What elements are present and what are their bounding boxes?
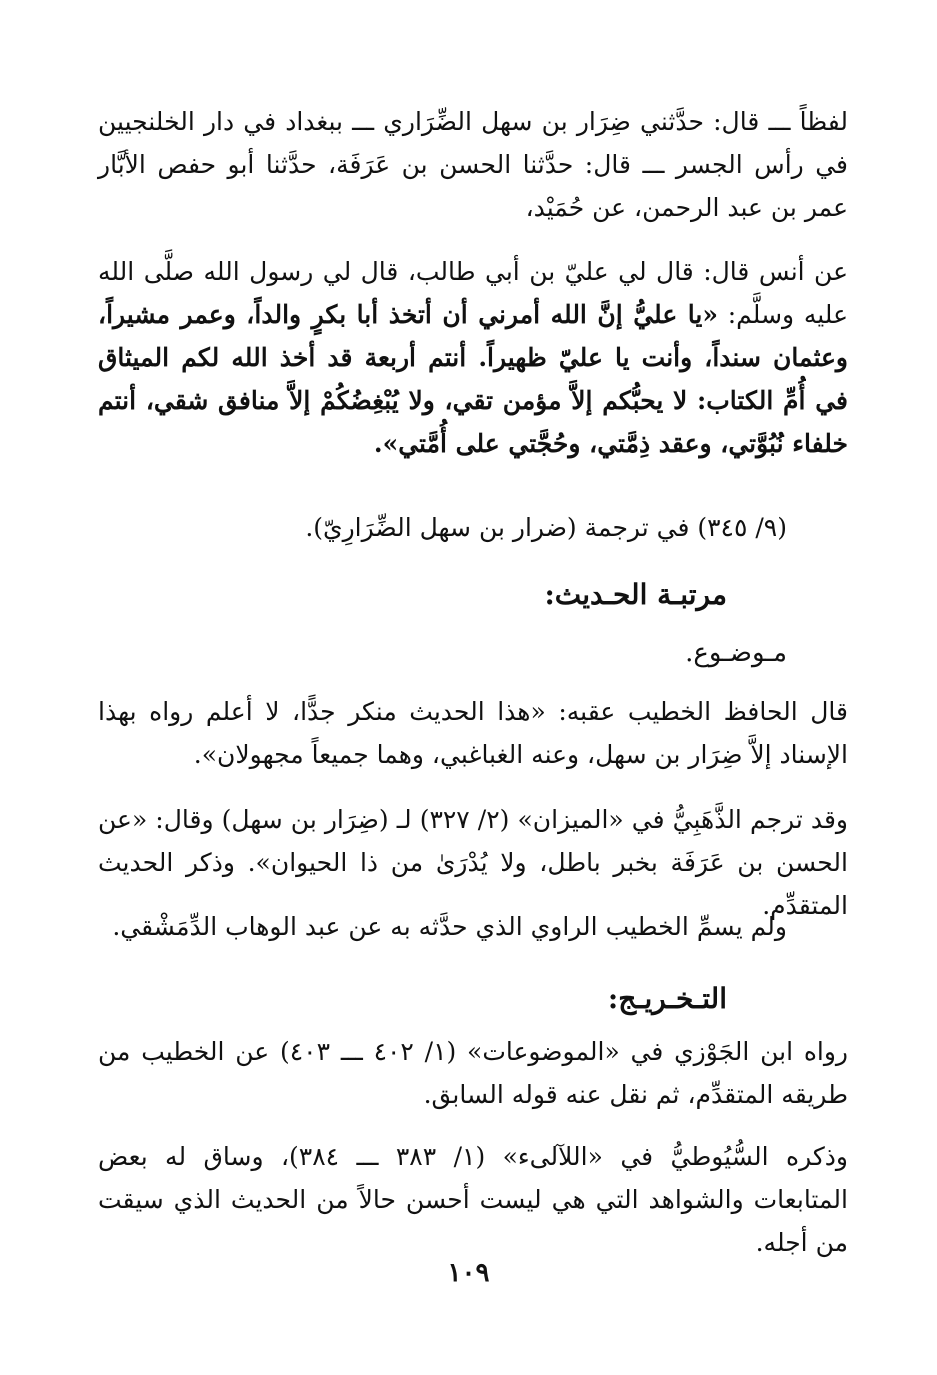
heading-takhrij: التـخـريـج:	[607, 982, 727, 1015]
source-reference: (٩/ ٣٤٥) في ترجمة (ضرار بن سهل الضِّرَارِيّ).	[305, 513, 787, 542]
paragraph-dhahabi: وقد ترجم الذَّهَبِيُّ في «الميزان» (٢/ ٣٢٧) لـ (ضِرَار بن سهل) وقال: «عن الحسن بن عَرَفَة بخبر باطل، ولا يُدْرَىٰ من ذا الحيوان». وذكر الحديث المتقدِّم.	[98, 805, 848, 920]
paragraph-suyuti: وذكره السُّيُوطيُّ في «اللآلىء» (١/ ٣٨٣ ـــ ٣٨٤)، وساق له بعض المتابعات والشواهد التي هي ليست أحسن حالاً من الحديث الذي سيقت من أجله.	[98, 1142, 848, 1257]
hadith-text: «يا عليُّ إنَّ الله أمرني أن أتخذ أبا بكرٍ والداً، وعمر مشيراً، وعثمان سنداً، وأنت يا عليّ ظهيراً. أنتم أربعة قد أخذ الله لكم الميثاق في أُمِّ الكتاب: لا يحبُّكم إلاَّ مؤمن تقي، ولا يُبْغِضُكُمْ إلاَّ منافق شقي، أنتم خلفاء نُبُوَّتي، وعقد ذِمَّتي، وحُجَّتي على أُمَّتي».	[98, 300, 848, 458]
heading-hadith-rank: مرتبـة الحـديث:	[544, 578, 727, 611]
paragraph-hadith	[98, 250, 848, 465]
paragraph-chain-of-narration	[98, 100, 848, 229]
page-number: ١٠٩	[447, 1258, 490, 1288]
paragraph-narrator-note: ولم يسمِّ الخطيب الراوي الذي حدَّثه به عن عبد الوهاب الدِّمَشْقي.	[112, 912, 787, 941]
chain-text: لفظاً ـــ قال: حدَّثني ضِرَار بن سهل الضِّرَاري ـــ ببغداد في دار الخلنجيين في رأس الجسر ـــ قال: حدَّثنا الحسن بن عَرَفَة، حدَّثنا أبو حفص الأبَّار عمر بن عبد الرحمن، عن حُمَيْد،	[98, 107, 848, 222]
paragraph-ibn-jawzi: رواه ابن الجَوْزي في «الموضوعات» (١/ ٤٠٢ ـــ ٤٠٣) عن الخطيب من طريقه المتقدِّم، ثم نقل عنه قوله السابق.	[98, 1037, 849, 1109]
paragraph-khatib-comment: قال الحافظ الخطيب عقبه: «هذا الحديث منكر جدًّا، لا أعلم رواه بهذا الإسناد إلاَّ ضِرَار بن سهل، وعنه الغباغبي، وهما جميعاً مجهولان».	[98, 697, 848, 769]
rank-value: مـوضـوع.	[685, 638, 787, 668]
hadith-intro: عن أنس قال: قال لي عليّ بن أبي طالب، قال لي رسول الله صلَّى الله عليه وسلَّم:	[98, 257, 848, 329]
